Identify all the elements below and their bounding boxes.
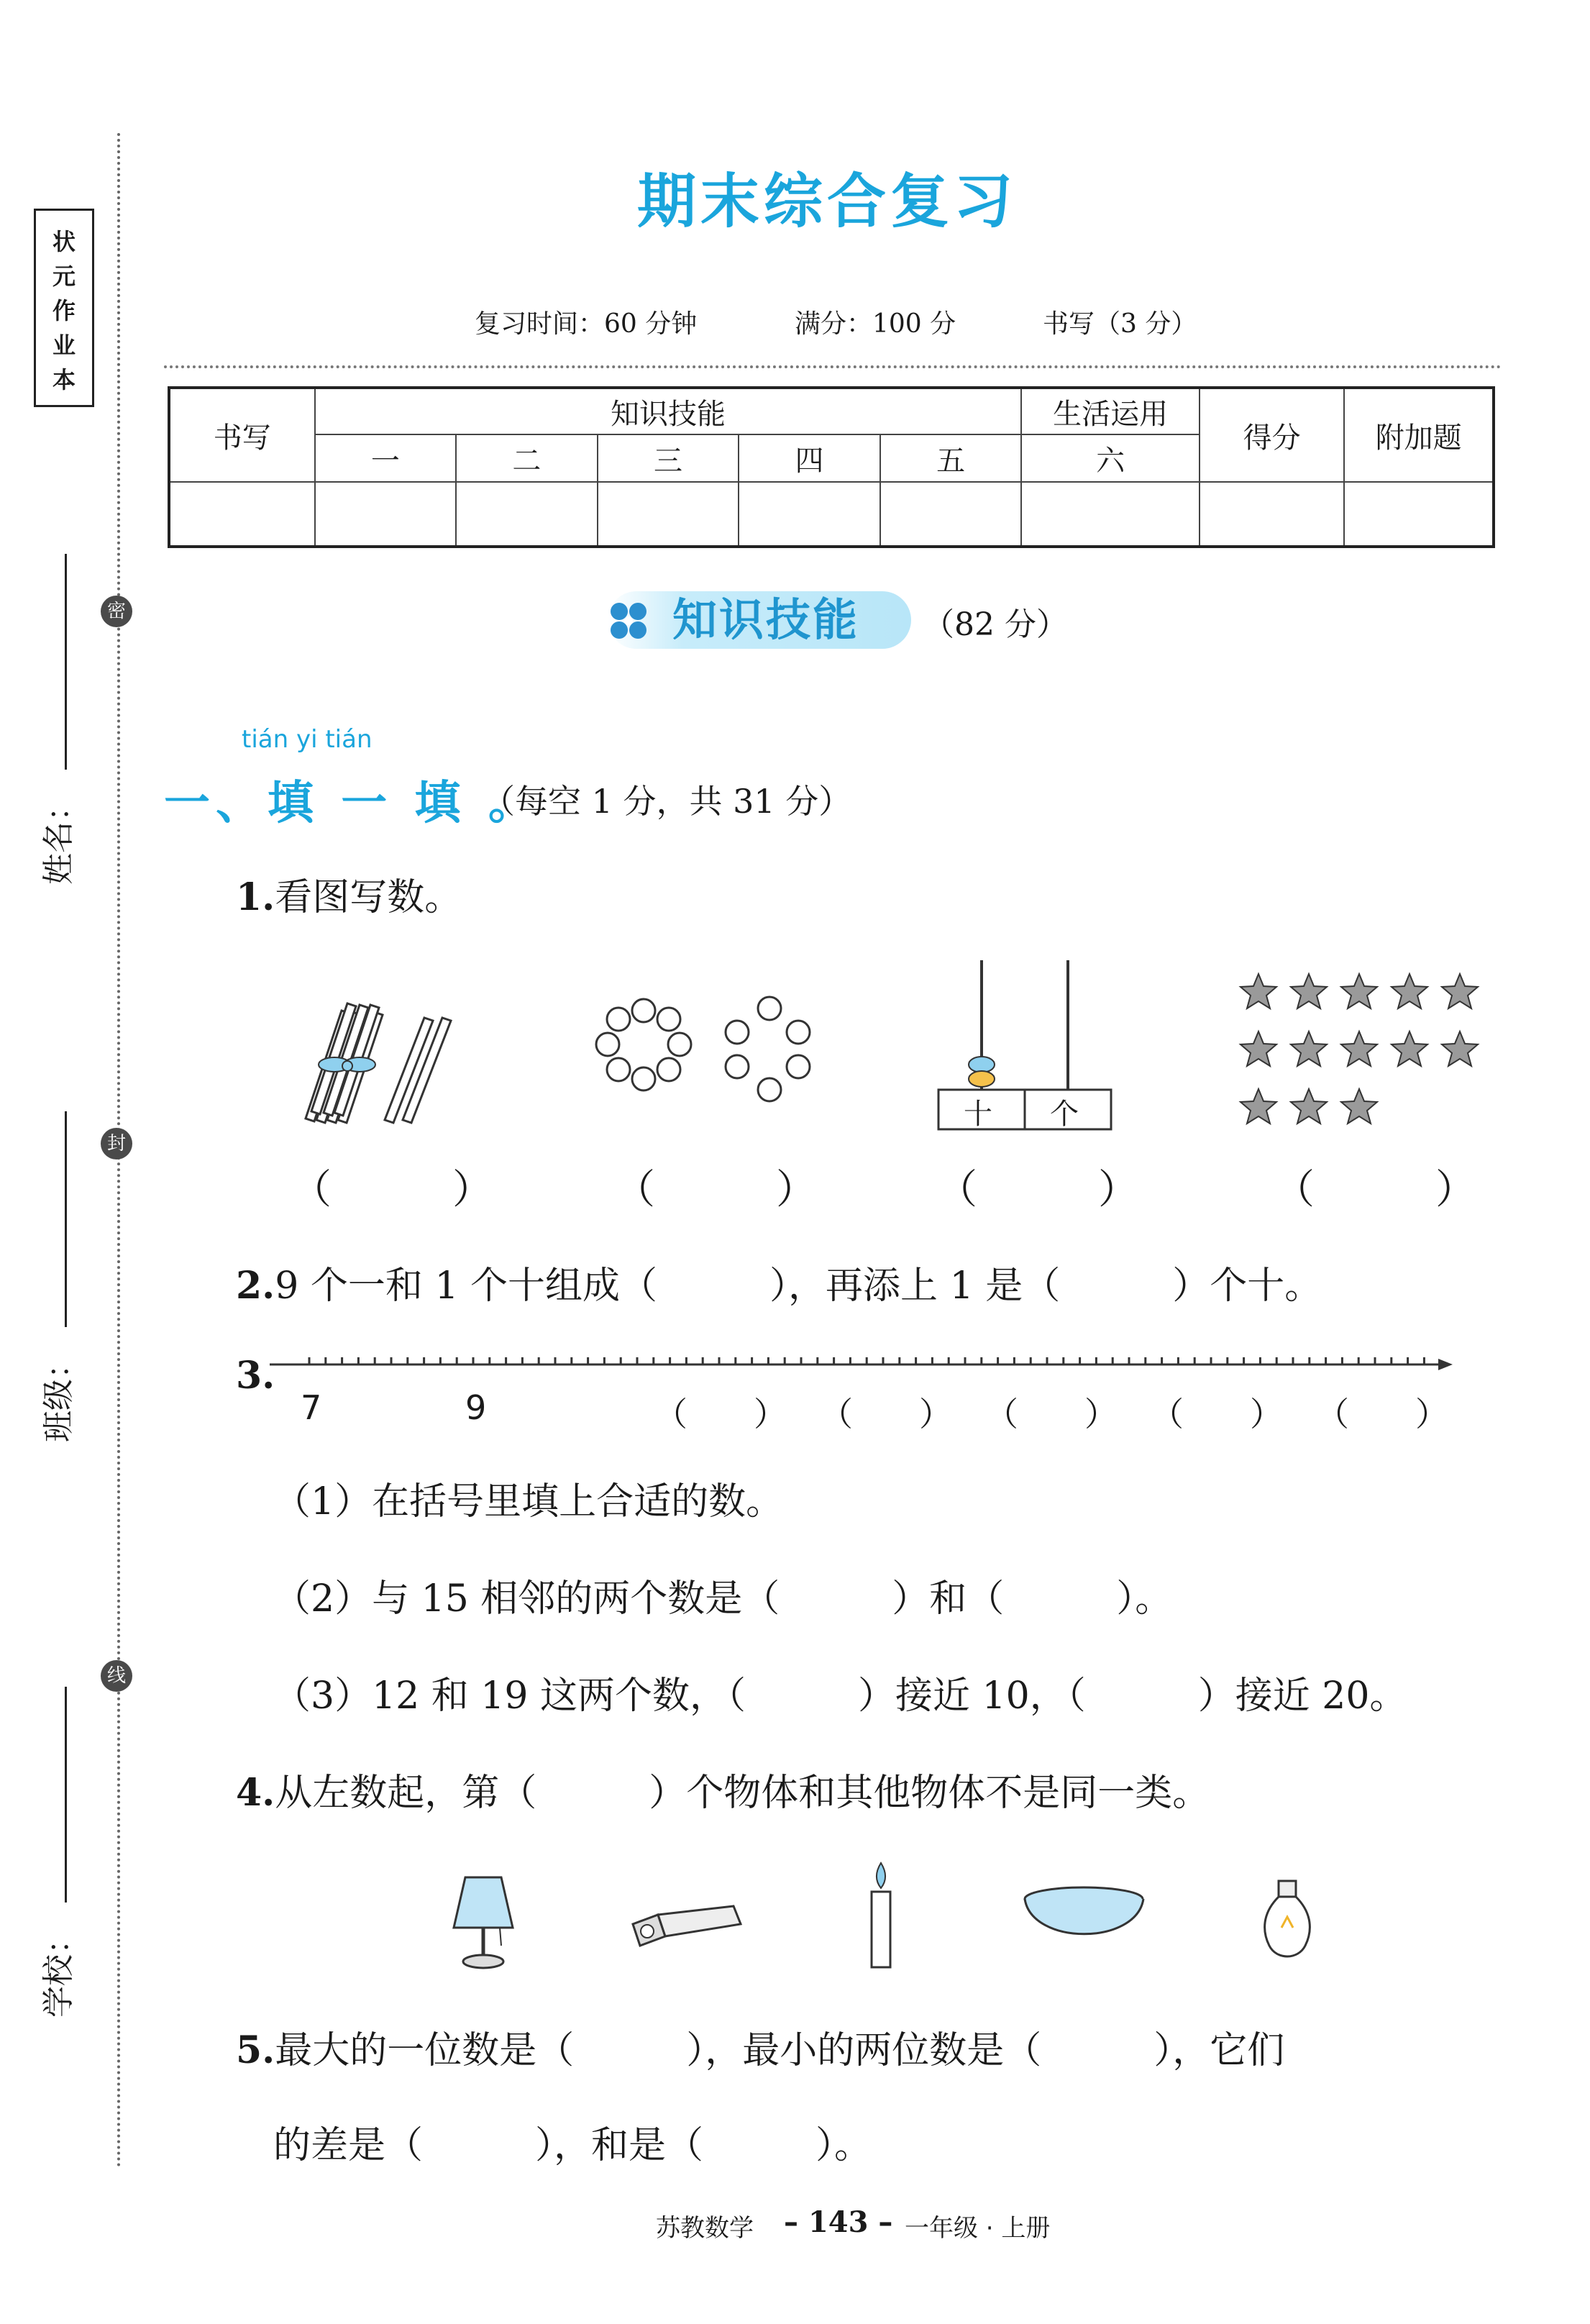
number-line	[266, 1346, 1460, 1382]
circles-picture	[590, 993, 827, 1115]
score-header-life: 生活运用	[1021, 388, 1199, 434]
class-label: 班级：	[40, 1347, 77, 1442]
number-line-blank[interactable]: （ ）	[820, 1395, 952, 1434]
answer-blank[interactable]: （ ）	[1274, 1167, 1476, 1213]
school-label: 学校：	[40, 1923, 77, 2018]
q4-number: 4.	[236, 1771, 275, 1815]
score-header-extra: 附加题	[1344, 388, 1494, 482]
q5-number: 5.	[236, 2028, 275, 2072]
stick-bundle-icon	[291, 996, 471, 1133]
score-col: 五	[880, 434, 1022, 482]
abacus-tens-label: 十	[964, 1098, 992, 1131]
stars-picture	[1233, 967, 1492, 1140]
brand-char: 作	[52, 297, 76, 324]
flashlight-icon	[626, 1899, 748, 1956]
page-title: 期末综合复习	[636, 167, 1017, 236]
q2-number: 2.	[236, 1264, 275, 1308]
clover-icon	[608, 601, 649, 641]
answer-blank[interactable]: （ ）	[291, 1167, 493, 1213]
score-cell[interactable]	[739, 482, 880, 547]
abacus-ones-label: 个	[1050, 1098, 1079, 1131]
seal-mark: 封	[101, 1128, 132, 1159]
bulb-icon	[1258, 1877, 1316, 1967]
page-number: 143	[808, 2205, 869, 2239]
part-note: （每空 1 分，共 31 分）	[482, 782, 852, 821]
q4-text: 从左数起，第（ ）个物体和其他物体不是同一类。	[275, 1772, 1210, 1815]
footer-grade: 一年级 · 上册	[905, 2214, 1051, 2243]
number-line-blank[interactable]: （ ）	[1316, 1395, 1448, 1434]
brand-char: 元	[52, 263, 76, 290]
score-cell[interactable]	[1344, 482, 1494, 547]
name-line[interactable]	[65, 554, 67, 770]
bowl-icon	[1021, 1885, 1147, 1956]
score-col: 一	[315, 434, 457, 482]
q3-sub3: （3）12 和 19 这两个数，（ ）接近 10，（ ）接近 20。	[273, 1674, 1407, 1718]
score-cell[interactable]	[1021, 482, 1199, 547]
score-header-knowledge: 知识技能	[315, 388, 1022, 434]
part-heading: 一、填 一 填 。	[164, 777, 540, 830]
number-line-blank[interactable]: （ ）	[985, 1395, 1118, 1434]
score-col: 四	[739, 434, 880, 482]
q1-text: 看图写数。	[275, 876, 462, 919]
q1-number: 1.	[236, 875, 275, 919]
seal-mark: 线	[101, 1660, 132, 1692]
number-line-blank[interactable]: （ ）	[1151, 1395, 1283, 1434]
number-line-blank[interactable]: （ ）	[654, 1395, 787, 1434]
class-line[interactable]	[65, 1111, 67, 1327]
score-col: 六	[1021, 434, 1199, 482]
school-line[interactable]	[65, 1687, 67, 1903]
q3-sub2: （2）与 15 相邻的两个数是（ ）和（ ）。	[273, 1577, 1173, 1621]
score-cell[interactable]	[315, 482, 457, 547]
score-header-score: 得分	[1200, 388, 1345, 482]
score-cell[interactable]	[169, 482, 315, 547]
score-cell[interactable]	[880, 482, 1022, 547]
abacus-icon	[935, 957, 1122, 1133]
q3-number: 3.	[236, 1354, 275, 1398]
section-points: （82 分）	[923, 606, 1068, 643]
answer-blank[interactable]: （ ）	[937, 1167, 1138, 1213]
score-cell[interactable]	[598, 482, 739, 547]
footer-subject: 苏教数学	[656, 2214, 754, 2243]
q5-line1: 最大的一位数是（ ），最小的两位数是（ ），它们	[275, 2029, 1285, 2072]
header-divider	[164, 365, 1502, 368]
score-col: 二	[456, 434, 598, 482]
seal-mark: 密	[101, 596, 132, 627]
q3-sub1: （1）在括号里填上合适的数。	[273, 1480, 784, 1523]
writing-points: 书写（3 分）	[1043, 309, 1197, 339]
number-line-label: 7	[301, 1388, 322, 1427]
score-table	[168, 386, 1495, 548]
q2-text: 9 个一和 1 个十组成（ ），再添上 1 是（ ）个十。	[275, 1264, 1322, 1308]
heading-pinyin: tián yi tián	[242, 725, 373, 754]
name-label: 姓名：	[40, 790, 77, 885]
section-title: 知识技能	[672, 593, 860, 646]
score-cell[interactable]	[456, 482, 598, 547]
brand-char: 业	[52, 332, 76, 359]
brand-char: 状	[52, 228, 76, 255]
number-line-label: 9	[465, 1388, 487, 1427]
review-time: 复习时间：60 分钟	[475, 309, 698, 339]
q5-line2: 的差是（ ），和是（ ）。	[273, 2124, 872, 2167]
lamp-icon	[449, 1874, 518, 1974]
score-col: 三	[598, 434, 739, 482]
brand-char: 本	[52, 366, 76, 393]
answer-blank[interactable]: （ ）	[615, 1167, 816, 1213]
score-header-writing: 书写	[169, 388, 315, 482]
candle-icon	[863, 1859, 899, 1974]
full-marks: 满分：100 分	[795, 309, 956, 339]
score-cell[interactable]	[1200, 482, 1345, 547]
